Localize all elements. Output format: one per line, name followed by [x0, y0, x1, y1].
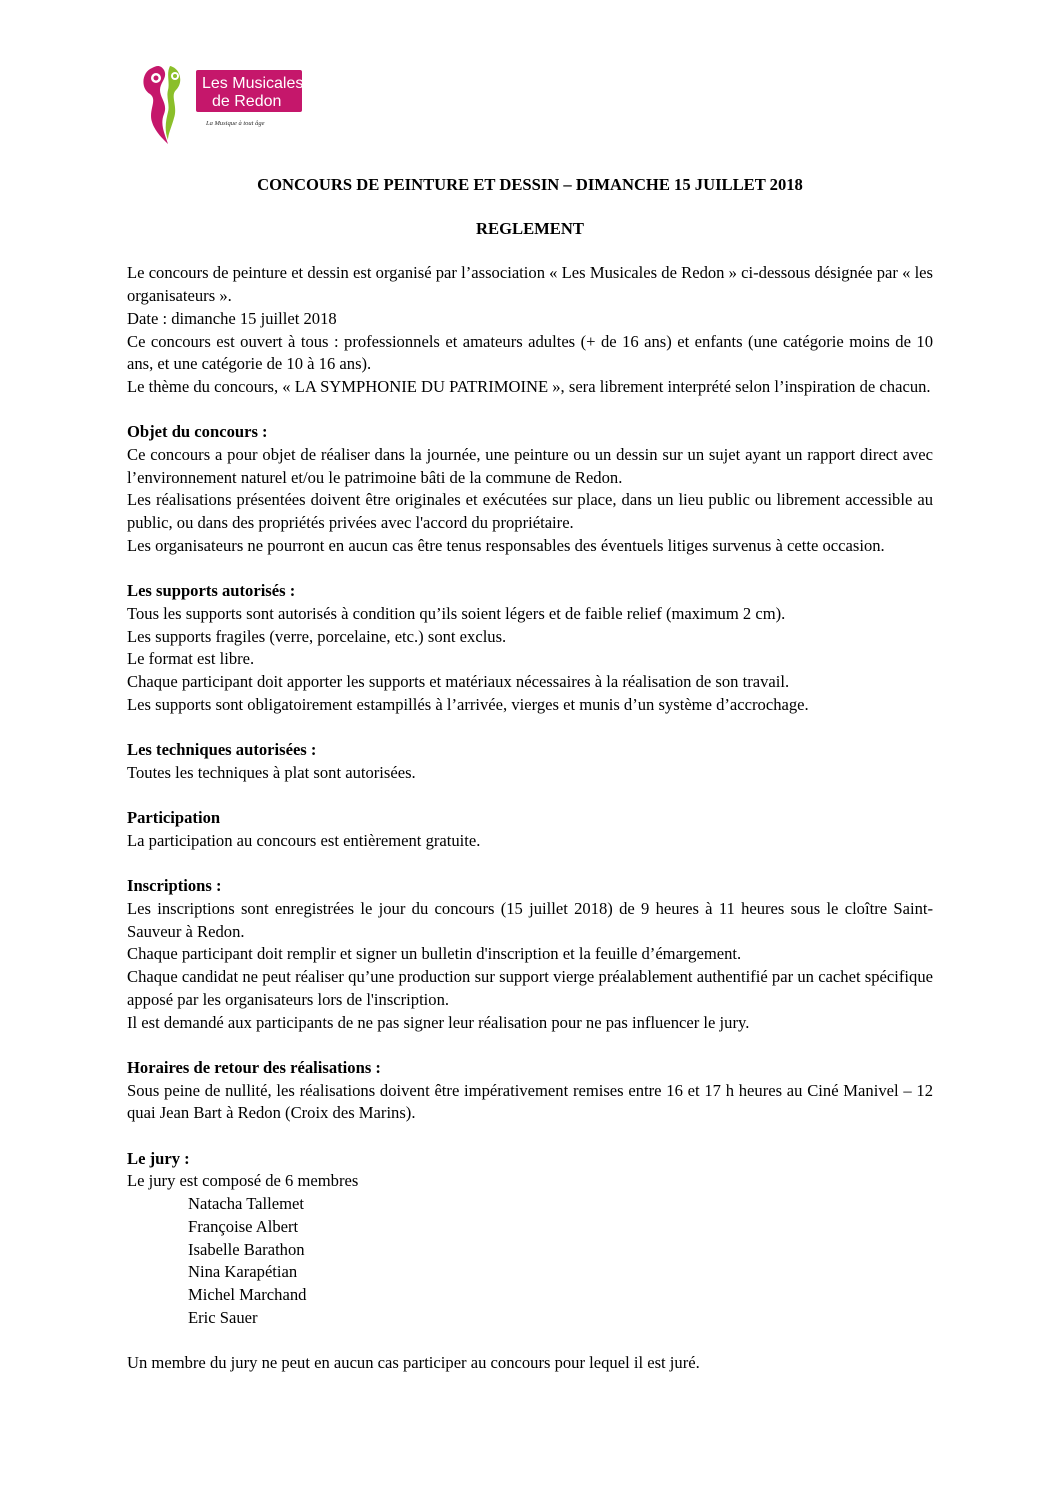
- jury-member: Eric Sauer: [188, 1307, 258, 1327]
- section-heading: Inscriptions :: [127, 876, 222, 896]
- section-heading: Les supports autorisés :: [127, 581, 296, 601]
- section-line: Les inscriptions sont enregistrées le jour du concours (15 juillet 2018) de 9 heures à 11 heures sous le cloître Saint-Sauveur à Redon.: [127, 899, 933, 941]
- section-heading: Objet du concours :: [127, 422, 268, 442]
- section-line: Il est demandé aux participants de ne pas signer leur réalisation pour ne pas influencer le jury.: [127, 1012, 750, 1032]
- jury-member: Natacha Tallemet: [188, 1194, 305, 1214]
- intro-line: Le concours de peinture et dessin est organisé par l’association « Les Musicales de Redon » ci-dessous désignée par « les organisateurs ».: [127, 263, 933, 306]
- section-participation: [127, 807, 933, 852]
- jury-member: Françoise Albert: [188, 1216, 299, 1236]
- jury-member: Nina Karapétian: [188, 1262, 298, 1282]
- section-supports: [127, 580, 933, 716]
- section-heading: Participation: [127, 808, 221, 828]
- section-jury: [127, 1148, 933, 1375]
- jury-intro: Le jury est composé de 6 membres: [127, 1171, 359, 1191]
- intro-line: Le thème du concours, « LA SYMPHONIE DU PATRIMOINE », sera librement interprété selon l’inspiration de chacun.: [127, 376, 931, 396]
- intro-block: [127, 262, 933, 398]
- section-line: Tous les supports sont autorisés à condition qu’ils soient légers et de faible relief (maximum 2 cm).: [127, 603, 786, 623]
- section-line: Le format est libre.: [127, 649, 255, 669]
- section-line: La participation au concours est entièrement gratuite.: [127, 830, 481, 850]
- section-line: Les supports fragiles (verre, porcelaine, etc.) sont exclus.: [127, 626, 507, 646]
- logo-line1: Les Musicales: [202, 75, 304, 92]
- section-line: Chaque participant doit remplir et signer un bulletin d'inscription et la feuille d’émargement.: [127, 944, 742, 964]
- section-inscriptions: [127, 875, 933, 1034]
- document-subtitle: REGLEMENT: [476, 218, 584, 238]
- intro-line: Ce concours est ouvert à tous : professionnels et amateurs adultes (+ de 16 ans) et enfants (une catégorie moins de 10 ans, et une catégorie de 10 à 16 ans).: [127, 331, 933, 374]
- section-horaires: [127, 1057, 933, 1125]
- document-title: CONCOURS DE PEINTURE ET DESSIN – DIMANCHE 15 JUILLET 2018: [257, 175, 803, 194]
- section-line: Chaque candidat ne peut réaliser qu’une production sur support vierge préalablement authentifié par un cachet spécifique apposé par les organisateurs lors de l'inscription.: [127, 967, 933, 1009]
- section-heading: Horaires de retour des réalisations :: [127, 1057, 381, 1077]
- section-line: Les réalisations présentées doivent être originales et exécutées sur place, dans un lieu public ou librement accessible au public, ou dans des propriétés privées avec l'accord du propriétaire.: [127, 490, 933, 533]
- section-line: Sous peine de nullité, les réalisations doivent être impérativement remises entre 16 et 17 h heures au Ciné Manivel – 12 quai Jean Bart à Redon (Croix des Marins).: [127, 1080, 933, 1123]
- section-line: Chaque participant doit apporter les supports et matériaux nécessaires à la réalisation de son travail.: [127, 672, 790, 692]
- section-heading: Le jury :: [127, 1148, 190, 1168]
- document-body: [127, 174, 933, 1375]
- jury-list: [127, 1193, 933, 1329]
- section-line: Les supports sont obligatoirement estampillés à l’arrivée, vierges et munis d’un système d’accrochage.: [127, 694, 809, 714]
- logo-tagline: La Musique à tout âge: [206, 120, 265, 127]
- section-line: Les organisateurs ne pourront en aucun cas être tenus responsables des éventuels litiges survenus à cette occasion.: [127, 535, 885, 555]
- jury-member: Isabelle Barathon: [188, 1239, 305, 1259]
- section-heading: Les techniques autorisées :: [127, 740, 317, 760]
- section-objet: [127, 421, 933, 557]
- logo: [138, 58, 318, 148]
- musicales-logo-icon: [138, 58, 318, 148]
- section-line: Ce concours a pour objet de réaliser dans la journée, une peinture ou un dessin sur un sujet ayant un rapport direct avec l’environnement naturel et/ou le patrimoine bâti de la commune de Redon.: [127, 445, 933, 487]
- logo-line2: de Redon: [212, 93, 282, 110]
- section-techniques: [127, 739, 933, 784]
- jury-member: Michel Marchand: [188, 1284, 307, 1304]
- section-line: Toutes les techniques à plat sont autorisées.: [127, 762, 416, 782]
- intro-line: Date : dimanche 15 juillet 2018: [127, 308, 337, 328]
- jury-closing: Un membre du jury ne peut en aucun cas participer au concours pour lequel il est juré.: [127, 1353, 700, 1373]
